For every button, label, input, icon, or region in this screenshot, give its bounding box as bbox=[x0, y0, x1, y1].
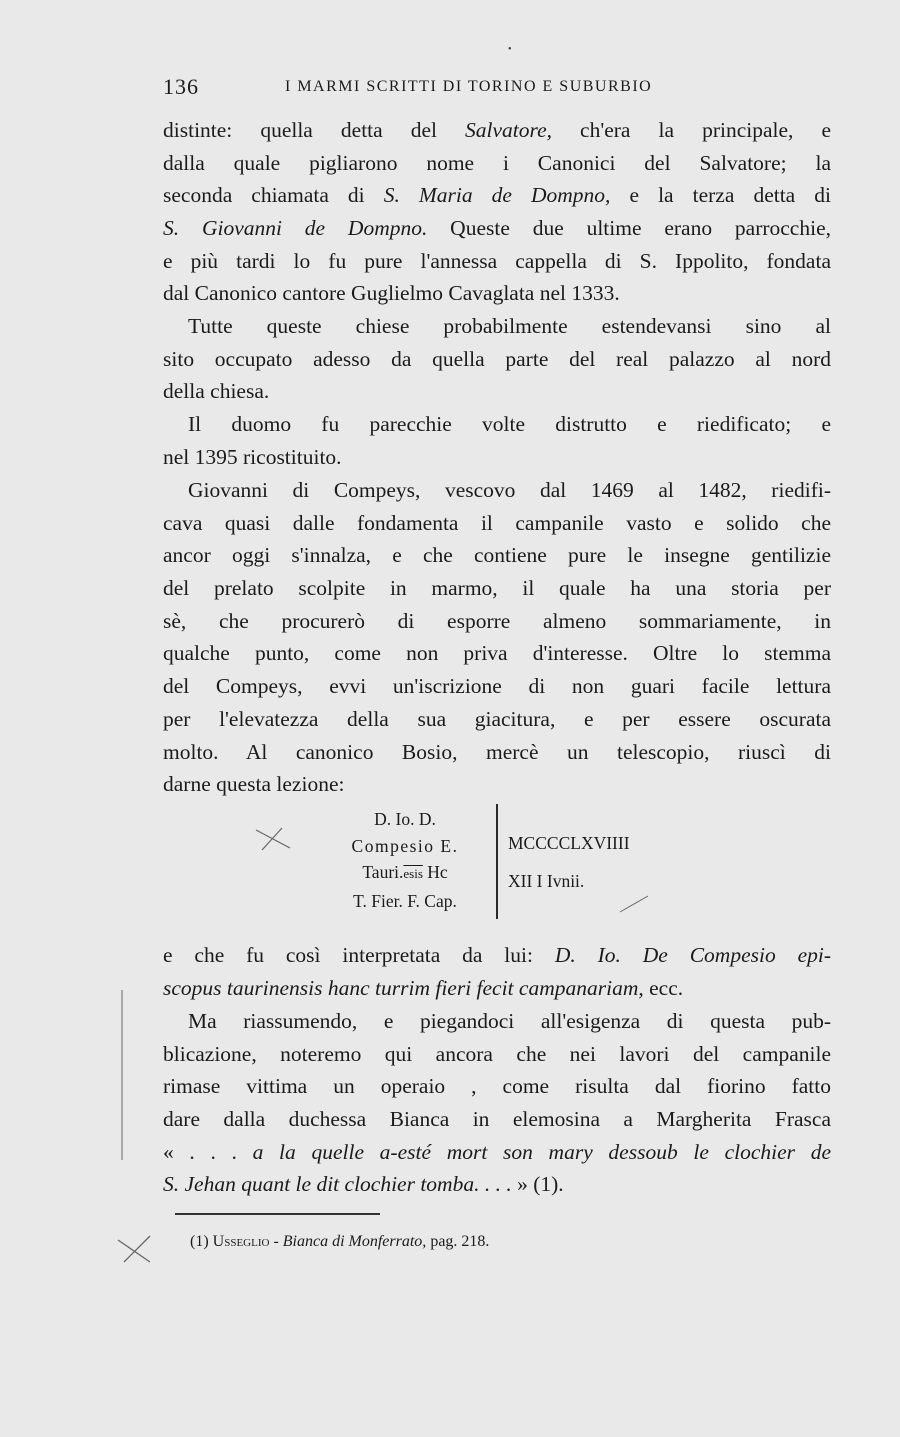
text-line: sè, che procurerò di esporre almeno sommariamente, in bbox=[163, 608, 831, 633]
text-line: sito occupato adesso da quella parte del real palazzo al nord bbox=[163, 346, 831, 371]
text-line: qualche punto, come non priva d'interesse. Oltre lo stemma bbox=[163, 641, 831, 666]
running-title: I MARMI SCRITTI DI TORINO E SUBURBIO bbox=[285, 78, 653, 95]
footnote-marker: (1) bbox=[190, 1233, 209, 1250]
inscription-line: T. Fier. F. Cap. bbox=[353, 890, 457, 911]
inscription-block bbox=[330, 806, 660, 916]
paragraph-5 bbox=[163, 939, 831, 1004]
text-line: rimase vittima un operaio , come risulta dal fiorino fatto bbox=[163, 1074, 831, 1099]
running-header bbox=[163, 74, 831, 104]
paragraph-2 bbox=[163, 310, 831, 408]
inscription-line: Tauri.esis Hc bbox=[362, 862, 448, 882]
footnote-page: pag. 218. bbox=[426, 1233, 490, 1250]
footnote: (1) Usseglio - Bianca di Monferrato, pag. 218. bbox=[190, 1233, 490, 1250]
text-line: S. Jehan quant le dit clochier tomba. . . . » (1). bbox=[163, 1172, 564, 1197]
text-line: molto. Al canonico Bosio, mercè un telescopio, riuscì di bbox=[163, 739, 831, 764]
footnote-author: Usseglio bbox=[212, 1233, 270, 1250]
inscription-line: MCCCCLXVIIII bbox=[508, 833, 630, 853]
text-line: cava quasi dalle fondamenta il campanile vasto e solido che bbox=[163, 510, 831, 535]
inscription-line: D. Io. D. bbox=[374, 809, 436, 829]
text-line: Il duomo fu parecchie volte distrutto e riedificato; e bbox=[188, 412, 831, 436]
text-line: dalla quale pigliarono nome i Canonici del Salvatore; la bbox=[163, 150, 831, 175]
text-line: Ma riassumendo, e piegandoci all'esigenza di questa pub- bbox=[188, 1009, 831, 1033]
inscription-left-column bbox=[330, 806, 480, 914]
page-mark: • bbox=[508, 44, 512, 55]
text-line: scopus taurinensis hanc turrim fieri fecit campanariam, ecc. bbox=[163, 975, 684, 1000]
text-line: e che fu così interpretata da lui: D. Io. De Compesio epi- bbox=[163, 943, 831, 967]
text-line: Giovanni di Compeys, vescovo dal 1469 al 1482, riedifi- bbox=[188, 478, 831, 502]
text-line: della chiesa. bbox=[163, 379, 270, 404]
footnote-rule bbox=[175, 1213, 380, 1215]
text-line: darne questa lezione: bbox=[163, 772, 345, 797]
text-line: S. Giovanni de Dompno. Queste due ultime erano parrocchie, bbox=[163, 216, 831, 241]
text-line: ancor oggi s'innalza, e che contiene pure le insegne gentilizie bbox=[163, 543, 831, 568]
text-line: blicazione, noteremo qui ancora che nei lavori del campanile bbox=[163, 1041, 831, 1066]
text-line: e più tardi lo fu pure l'annessa cappella di S. Ippolito, fondata bbox=[163, 248, 831, 273]
text-line: dal Canonico cantore Guglielmo Cavaglata nel 1333. bbox=[163, 281, 620, 306]
abbreviation-mark: esis bbox=[403, 866, 423, 881]
text-line: Tutte queste chiese probabilmente estendevansi sino al bbox=[188, 314, 831, 338]
text-line: per l'elevatezza della sua giacitura, e per essere oscurata bbox=[163, 706, 831, 731]
text-line: nel 1395 ricostituito. bbox=[163, 444, 342, 469]
text-line: distinte: quella detta del Salvatore, ch'era la principale, e bbox=[163, 118, 831, 142]
paragraph-3 bbox=[163, 408, 831, 473]
footnote-title: Bianca di Monferrato, bbox=[282, 1233, 427, 1250]
text-line: del prelato scolpite in marmo, il quale ha una storia per bbox=[163, 576, 831, 601]
paragraph-1 bbox=[163, 114, 831, 310]
inscription-line: XII I Ivnii. bbox=[508, 871, 585, 891]
paragraph-4 bbox=[163, 474, 831, 801]
text-line: del Compeys, evvi un'iscrizione di non guari facile lettura bbox=[163, 674, 831, 699]
inscription-line: Compesio E. bbox=[351, 835, 459, 856]
text-line: « . . . a la quelle a-esté mort son mary dessoub le clochier de bbox=[163, 1139, 832, 1164]
page-number: 136 bbox=[163, 74, 199, 99]
inscription-divider bbox=[496, 804, 498, 919]
paragraph-6 bbox=[163, 1005, 831, 1201]
text-line: dare dalla duchessa Bianca in elemosina a Margherita Frasca bbox=[163, 1107, 831, 1132]
text-line: seconda chiamata di S. Maria de Dompno, e la terza detta di bbox=[163, 183, 831, 208]
inscription-right-column bbox=[508, 824, 630, 900]
